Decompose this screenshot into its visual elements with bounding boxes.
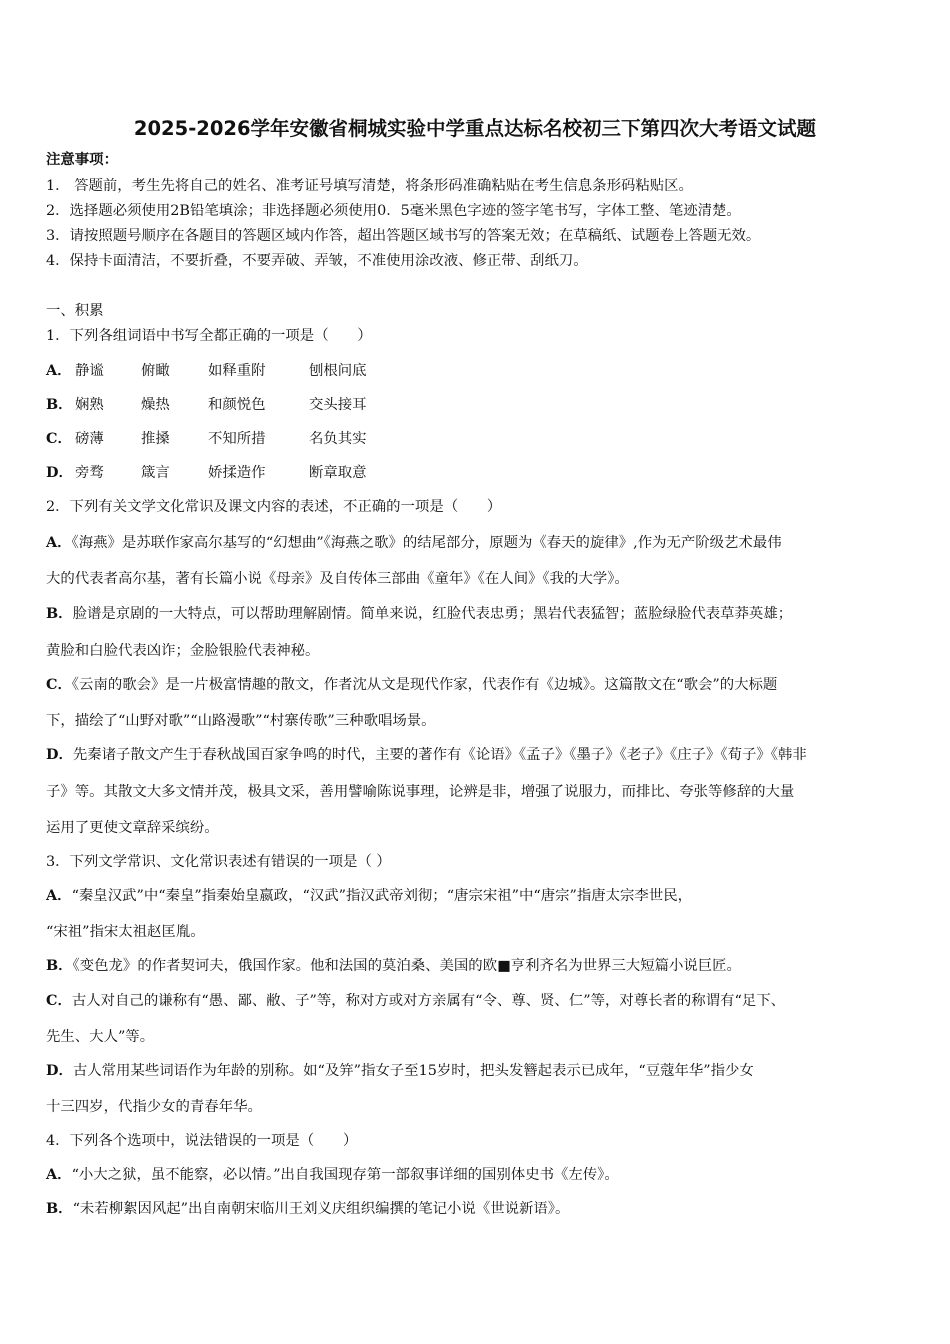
q2-line: 子》等。其散文大多文情并茂，极具文采，善用譬喻陈说事理，论辨是非，增强了说服力，而排比、夸张等修辞的大量 xyxy=(46,784,795,800)
notice-item: 1． 答题前，考生先将自己的姓名、准考证号填写清楚，将条形码准确粘贴在考生信息条形码粘贴区。 xyxy=(46,178,693,194)
q2-line: C．《云南的歌会》是一片极富情趣的散文，作者沈从文是现代作家，代表作有《边城》。这篇散文在“歌会”的大标题 xyxy=(46,676,778,693)
option-word: 旁骛 xyxy=(75,465,104,481)
option-word: 名负其实 xyxy=(309,431,367,447)
q2-line: A．《海燕》是苏联作家高尔基写的“幻想曲”《海燕之歌》的结尾部分，原题为《春天的旋律》,作为无产阶级艺术最伟 xyxy=(46,534,782,551)
question-2-stem: 2．下列有关文学文化常识及课文内容的表述，不正确的一项是（ ） xyxy=(46,499,502,515)
option-word: 磅薄 xyxy=(75,431,104,447)
option-word: 断章取意 xyxy=(309,465,367,481)
q2-line: 下，描绘了“山野对歌”“山路漫歌”“村寨传歌”三种歌唱场景。 xyxy=(46,713,436,729)
option-word: 箴言 xyxy=(141,465,170,481)
option-word: 交头接耳 xyxy=(309,397,367,413)
option-word: 娴熟 xyxy=(75,397,104,413)
notice-item: 4．保持卡面清洁，不要折叠，不要弄破、弄皱，不准使用涂改液、修正带、刮纸刀。 xyxy=(46,253,588,269)
q3-line: B．《变色龙》的作者契诃夫，俄国作家。他和法国的莫泊桑、美国的欧■亨利齐名为世界三大短篇小说巨匠。 xyxy=(46,957,741,974)
option-word: 刨根问底 xyxy=(309,363,367,379)
q3-line: 十三四岁，代指少女的青春年华。 xyxy=(46,1099,262,1115)
option-word: 燥热 xyxy=(141,397,170,413)
q3-line: 先生、大人”等。 xyxy=(46,1029,155,1045)
notice-item: 2．选择题必须使用2B铅笔填涂；非选择题必须使用0．5毫米黑色字迹的签字笔书写，字体工整、笔迹清楚。 xyxy=(46,203,741,219)
q3-line: A．“秦皇汉武”中“秦皇”指秦始皇嬴政，“汉武”指汉武帝刘彻；“唐宗宋祖”中“唐宗”指唐太宗李世民， xyxy=(46,887,692,904)
option-word: 俯瞰 xyxy=(141,363,170,379)
option-word: 娇揉造作 xyxy=(208,465,266,481)
q4-line: B．“未若柳絮因风起”出自南朝宋临川王刘义庆组织编撰的笔记小说《世说新语》。 xyxy=(46,1200,570,1217)
notice-heading: 注意事项： xyxy=(46,151,118,168)
q4-line: A．“小大之狱，虽不能察，必以情。”出自我国现存第一部叙事详细的国别体史书《左传》。 xyxy=(46,1166,619,1183)
exam-title: 2025-2026学年安徽省桐城实验中学重点达标名校初三下第四次大考语文试题 xyxy=(133,117,817,140)
q2-line: 运用了更使文章辞采缤纷。 xyxy=(46,820,219,836)
question-3-stem: 3．下列文学常识、文化常识表述有错误的一项是（ ） xyxy=(46,854,391,870)
option-word: 静谧 xyxy=(75,363,104,379)
q2-line: 黄脸和白脸代表凶诈；金脸银脸代表神秘。 xyxy=(46,643,320,659)
q2-line: D．先秦诸子散文产生于春秋战国百家争鸣的时代，主要的著作有《论语》《孟子》《墨子》《老子》《庄子》《荀子》《韩非 xyxy=(46,746,807,763)
q3-line: “宋祖”指宋太祖赵匡胤。 xyxy=(46,924,205,940)
option-word: 推搡 xyxy=(141,431,170,447)
q3-line: C．古人对自己的谦称有“愚、鄙、敝、子”等，称对方或对方亲属有“令、尊、贤、仁”等，对尊长者的称谓有“足下、 xyxy=(46,992,786,1009)
question-1-stem: 1．下列各组词语中书写全都正确的一项是（ ） xyxy=(46,328,372,344)
option-word: 如释重附 xyxy=(208,363,266,379)
option-letter: C． xyxy=(46,430,72,447)
q2-line: B．脸谱是京剧的一大特点，可以帮助理解剧情。简单来说，红脸代表忠勇；黑岩代表猛智；蓝脸绿脸代表草莽英雄； xyxy=(46,605,793,622)
option-letter: B． xyxy=(46,396,73,413)
option-letter: A． xyxy=(46,362,72,379)
notice-item: 3．请按照题号顺序在各题目的答题区域内作答，超出答题区域书写的答案无效；在草稿纸、试题卷上答题无效。 xyxy=(46,228,761,244)
q2-line: 大的代表者高尔基，著有长篇小说《母亲》及自传体三部曲《童年》《在人间》《我的大学》。 xyxy=(46,571,629,587)
option-word: 和颜悦色 xyxy=(208,397,266,413)
question-4-stem: 4．下列各个选项中，说法错误的一项是（ ） xyxy=(46,1133,358,1149)
q3-line: D．古人常用某些词语作为年龄的别称。如“及笄”指女子至15岁时，把头发簪起表示已成年，“豆蔻年华”指少女 xyxy=(46,1062,754,1079)
section-heading: 一、积累 xyxy=(46,303,104,319)
option-letter: D． xyxy=(46,464,73,481)
option-word: 不知所措 xyxy=(208,431,266,447)
